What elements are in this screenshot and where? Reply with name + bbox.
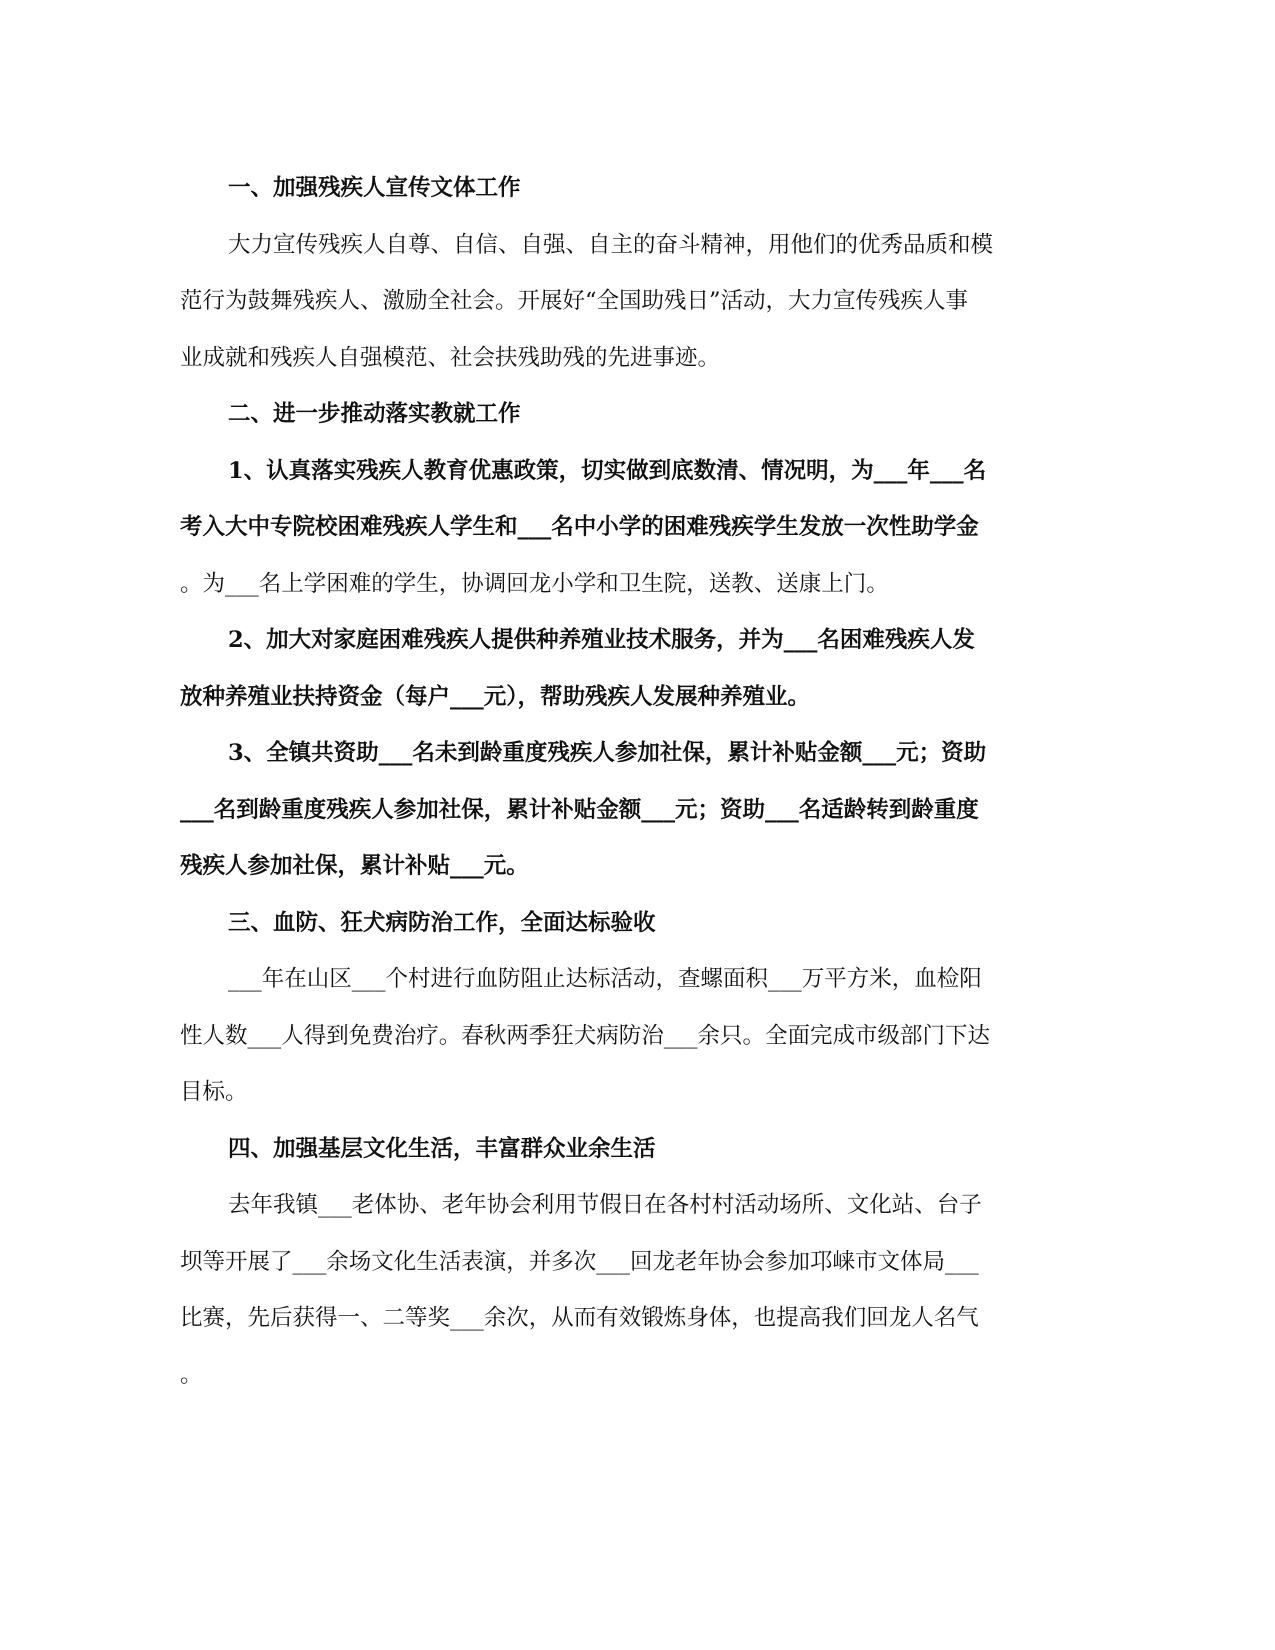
section-3-line-2: 性人数___人得到免费治疗。春秋两季狂犬病防治___余只。全面完成市级部门下达 bbox=[180, 1022, 991, 1049]
section-2-item-1-line-2: 考入大中专院校困难残疾人学生和___名中小学的困难残疾学生发放一次性助学金 bbox=[180, 514, 979, 540]
section-1-line-3: 业成就和残疾人自强模范、社会扶残助残的先进事迹。 bbox=[180, 344, 721, 371]
section-1-line-1: 大力宣传残疾人自尊、自信、自强、自主的奋斗精神，用他们的优秀品质和模 bbox=[228, 231, 994, 258]
section-4-line-4: 。 bbox=[180, 1361, 203, 1388]
section-3-heading: 三、血防、狂犬病防治工作，全面达标验收 bbox=[228, 909, 656, 936]
section-2-item-1-line-1: 1、认真落实残疾人教育优惠政策，切实做到底数清、情况明，为___年___名 bbox=[228, 457, 987, 484]
section-4-line-1: 去年我镇___老体协、老年协会利用节假日在各村村活动场所、文化站、台子 bbox=[228, 1192, 982, 1218]
section-2-item-2-line-1: 2、加大对家庭困难残疾人提供种养殖业技术服务，并为___名困难残疾人发 bbox=[228, 627, 975, 653]
document-page bbox=[180, 160, 1035, 1403]
section-4-line-3: 比赛，先后获得一、二等奖___余次，从而有效锻炼身体，也提高我们回龙人名气 bbox=[180, 1305, 979, 1331]
section-2-item-3-line-2: ___名到龄重度残疾人参加社保，累计补贴金额___元；资助___名适龄转到龄重度 bbox=[180, 796, 979, 823]
section-2-item-3-line-1: 3、全镇共资助___名未到龄重度残疾人参加社保，累计补贴金额___元；资助 bbox=[228, 740, 987, 766]
section-1-line-2: 范行为鼓舞残疾人、激励全社会。开展好“全国助残日”活动，大力宣传残疾人事 bbox=[180, 288, 969, 314]
section-2-item-2-line-2: 放种养殖业扶持资金（每户___元），帮助残疾人发展种养殖业。 bbox=[180, 683, 811, 710]
section-2-item-1-line-3: 。为___名上学困难的学生，协调回龙小学和卫生院，送教、送康上门。 bbox=[180, 570, 889, 597]
section-3-line-1: ___年在山区___个村进行血防阻止达标活动，查螺面积___万平方米，血检阳 bbox=[228, 966, 982, 992]
section-1-heading: 一、加强残疾人宣传文体工作 bbox=[228, 175, 521, 201]
section-4-heading: 四、加强基层文化生活，丰富群众业余生活 bbox=[228, 1135, 656, 1162]
section-3-line-3: 目标。 bbox=[180, 1079, 248, 1105]
section-2-heading: 二、进一步推动落实教就工作 bbox=[228, 401, 521, 427]
section-4-line-2: 坝等开展了___余场文化生活表演，并多次___回龙老年协会参加邛崃市文体局___ bbox=[180, 1248, 979, 1275]
section-2-item-3-line-3: 残疾人参加社保，累计补贴___元。 bbox=[180, 853, 529, 879]
